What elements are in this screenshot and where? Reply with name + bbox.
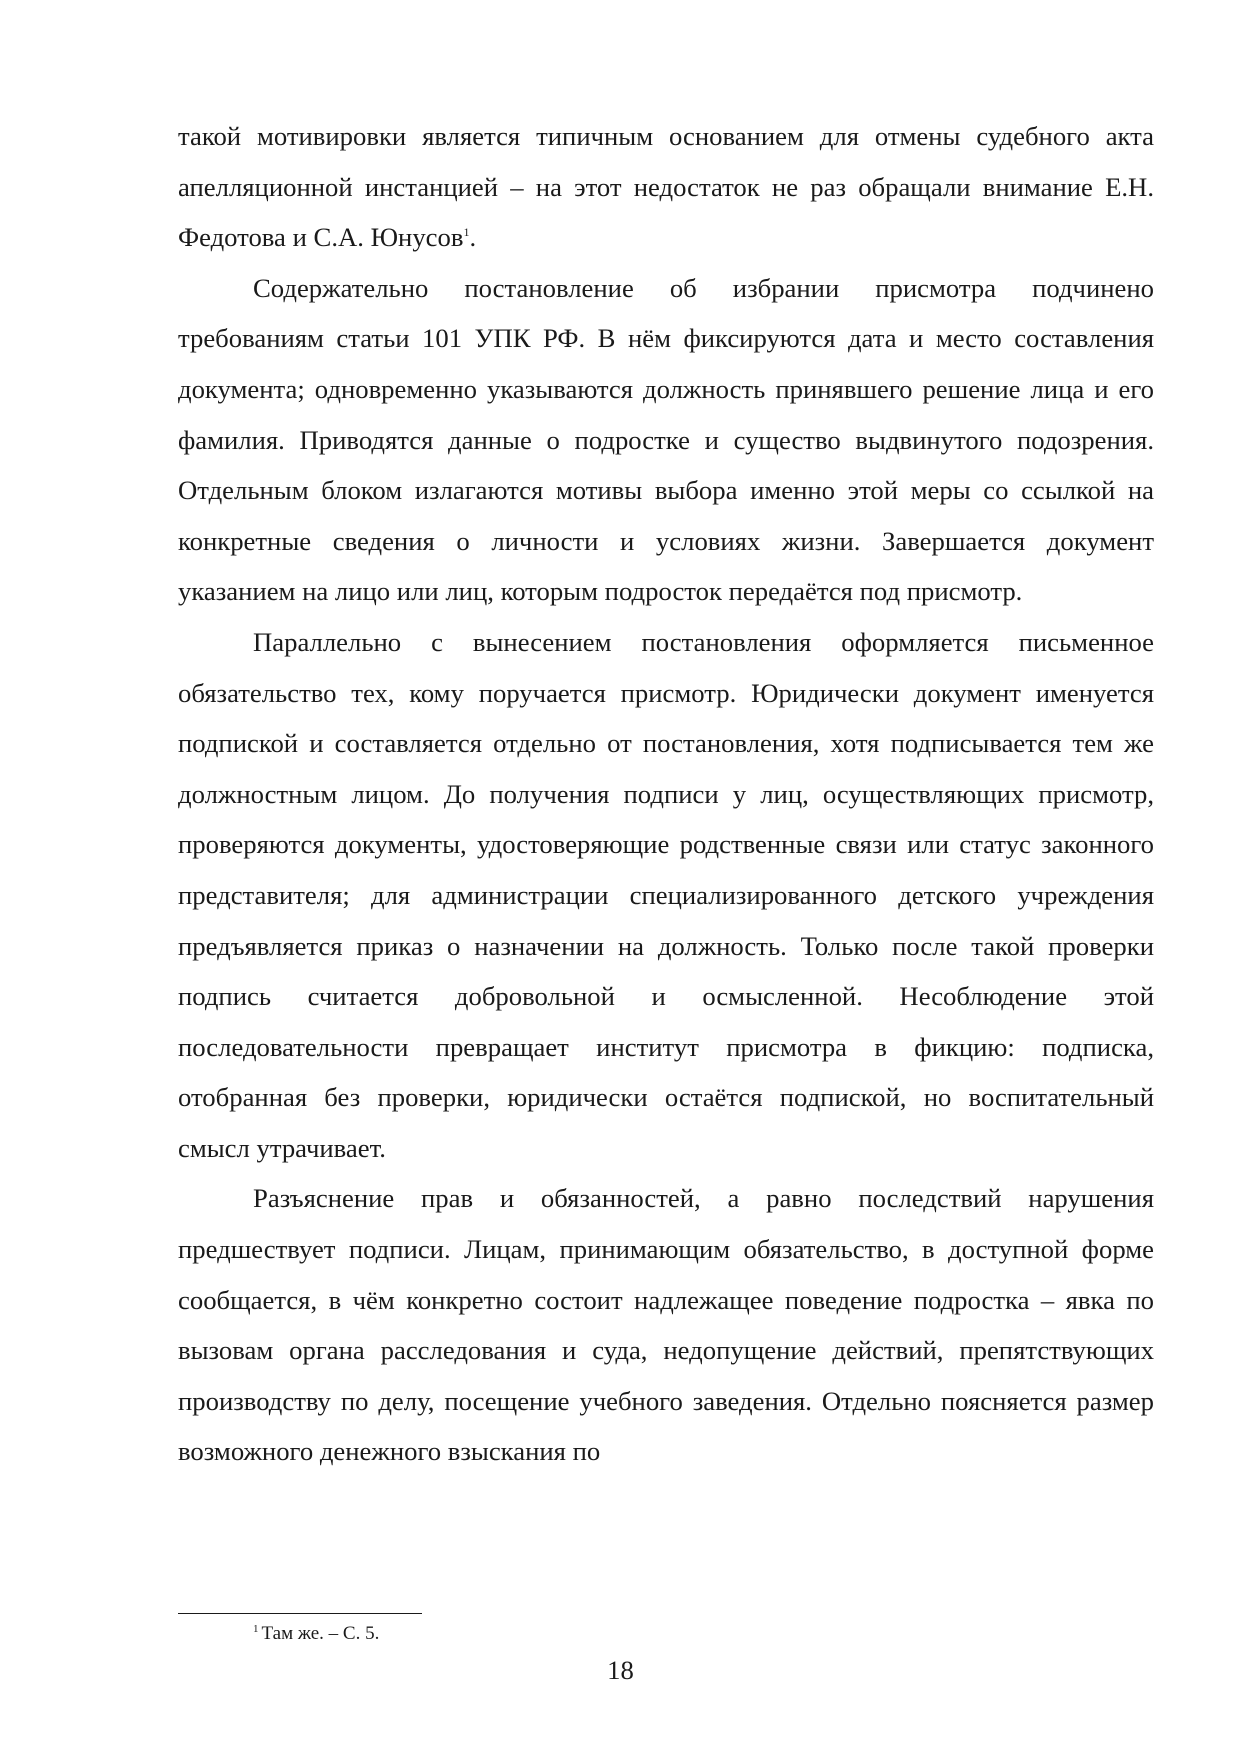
footnote-text: Там же. – С. 5. [261, 1623, 380, 1644]
paragraph-1-tail: . [469, 222, 477, 253]
paragraph-4: Разъяснение прав и обязанностей, а равно последствий нарушения предшествует подписи. Лицам, принимающим обязательство, в доступной форме сообщается, в чём конкретно состоит надлежащее поведение подростка – явка по вызовам органа расследования и суда, недопущение действий, препятствующих производству по делу, посещение учебного заведения. Отдельно поясняется размер возможного денежного взыскания по [178, 1183, 1154, 1467]
footnote-separator [178, 1613, 422, 1614]
paragraph-3: Параллельно с вынесением постановления оформляется письменное обязательство тех, кому поручается присмотр. Юридически документ именуется подпиской и составляется отдельно от постановления, хотя подписывается тем же должностным лицом. До получения подписи у лиц, осуществляющих присмотр, проверяются документы, удостоверяющие родственные связи или статус законного представителя; для администрации специализированного детского учреждения предъявляется приказ о назначении на должность. Только после такой проверки подпись считается добровольной и осмысленной. Несоблюдение этой последовательности превращает институт присмотра в фикцию: подписка, отобранная без проверки, юридически остаётся подпиской, но воспитательный смысл утрачивает. [178, 626, 1154, 1163]
paragraph-1-text: такой мотивировки является типичным основанием для отмены судебного акта апелляционной инстанцией – на этот недостаток не раз обращали внимание Е.Н. Федотова и С.А. Юнусов [178, 121, 1154, 253]
footnote [253, 1622, 379, 1646]
paragraph-1 [178, 111, 1154, 263]
page-body [178, 111, 1154, 1477]
paragraph-2: Содержательно постановление об избрании присмотра подчинено требованиям статьи 101 УПК РФ. В нём фиксируются дата и место составления документа; одновременно указываются должность принявшего решение лица и его фамилия. Приводятся данные о подростке и существо выдвинутого подозрения. Отдельным блоком излагаются мотивы выбора именно этой меры со ссылкой на конкретные сведения о личности и условиях жизни. Завершается документ указанием на лицо или лиц, которым подросток передаётся под присмотр. [178, 272, 1154, 607]
footnote-number: 1 [253, 1622, 259, 1635]
page-number: 18 [607, 1655, 634, 1685]
footnote-reference[interactable]: 1 [463, 225, 470, 240]
